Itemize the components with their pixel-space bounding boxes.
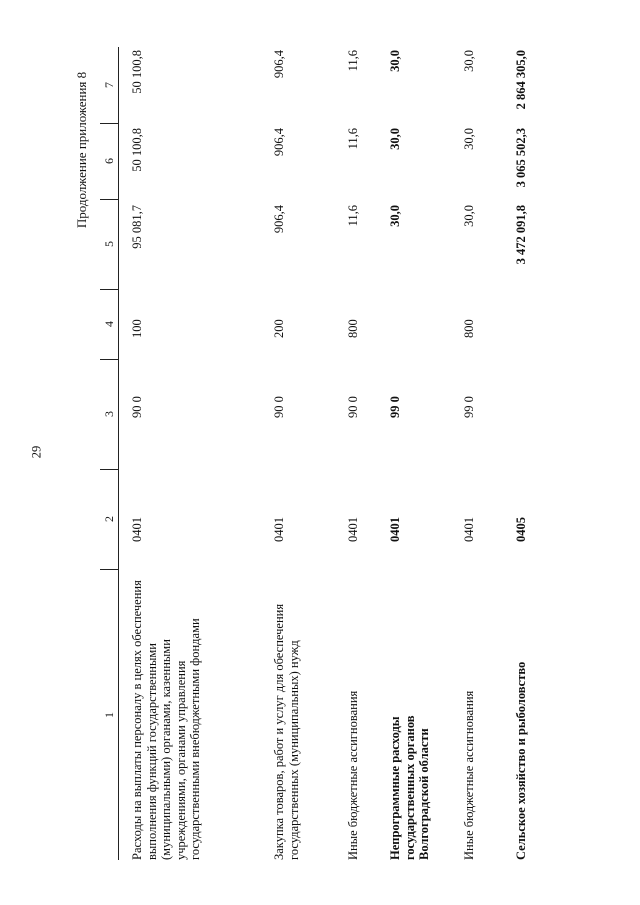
- row-5-col6: 30,0: [462, 128, 476, 150]
- header-col-6: 6: [100, 123, 119, 200]
- row-4-col6: 30,0: [388, 128, 402, 150]
- row-2-program: 90 0: [272, 396, 286, 418]
- row-5-type: 800: [462, 319, 476, 338]
- row-3-col7: 11,6: [346, 50, 360, 72]
- row-1-col6: 50 100,8: [130, 128, 144, 172]
- row-2-col7: 906,4: [272, 50, 286, 79]
- row-3-code: 0401: [346, 517, 360, 542]
- row-6-col7: 2 864 305,0: [514, 50, 528, 110]
- row-3-col5: 11,6: [346, 205, 360, 227]
- row-5-code: 0401: [462, 517, 476, 542]
- row-3-col6: 11,6: [346, 128, 360, 150]
- row-5-program: 99 0: [462, 396, 476, 418]
- budget-table: [100, 48, 540, 860]
- row-6-name: Сельское хозяйство и рыболовство: [514, 661, 528, 860]
- row-6-code: 0405: [514, 517, 528, 542]
- row-2-code: 0401: [272, 517, 286, 542]
- row-2-type: 200: [272, 319, 286, 338]
- row-3-type: 800: [346, 319, 360, 338]
- header-col-1: 1: [100, 570, 119, 860]
- row-1-col7: 50 100,8: [130, 50, 144, 94]
- row-1-col5: 95 081,7: [130, 205, 144, 249]
- row-2-col6: 906,4: [272, 128, 286, 157]
- row-4-program: 99 0: [388, 396, 402, 418]
- row-2-col5: 906,4: [272, 205, 286, 234]
- row-1-code: 0401: [130, 517, 144, 542]
- row-5-col7: 30,0: [462, 50, 476, 72]
- row-1-type: 100: [130, 319, 144, 338]
- row-6-col5: 3 472 091,8: [514, 205, 528, 265]
- header-col-7: 7: [100, 47, 119, 124]
- row-4-col5: 30,0: [388, 205, 402, 227]
- row-4-code: 0401: [388, 517, 402, 542]
- header-col-2: 2: [100, 469, 119, 570]
- row-2-name: Закупка товаров, работ и услуг для обеспечения государственных (муниципальных) нужд: [272, 603, 301, 860]
- row-3-program: 90 0: [346, 396, 360, 418]
- header-col-4: 4: [100, 289, 119, 360]
- row-1-program: 90 0: [130, 396, 144, 418]
- row-5-col5: 30,0: [462, 205, 476, 227]
- row-4-name: Непрограммные расходы государственных органов Волгоградской области: [388, 715, 431, 860]
- header-col-3: 3: [100, 359, 119, 470]
- row-1-name: Расходы на выплаты персоналу в целях обеспечения выполнения функций государственными (муниципальными) органами, казенными учреждениями, органами управления государственными внебюджетными фондами: [130, 580, 202, 860]
- row-5-name: Иные бюджетные ассигнования: [462, 690, 476, 860]
- row-3-name: Иные бюджетные ассигнования: [346, 690, 360, 860]
- header-col-5: 5: [100, 199, 119, 290]
- row-6-col6: 3 065 502,3: [514, 128, 528, 188]
- row-4-col7: 30,0: [388, 50, 402, 72]
